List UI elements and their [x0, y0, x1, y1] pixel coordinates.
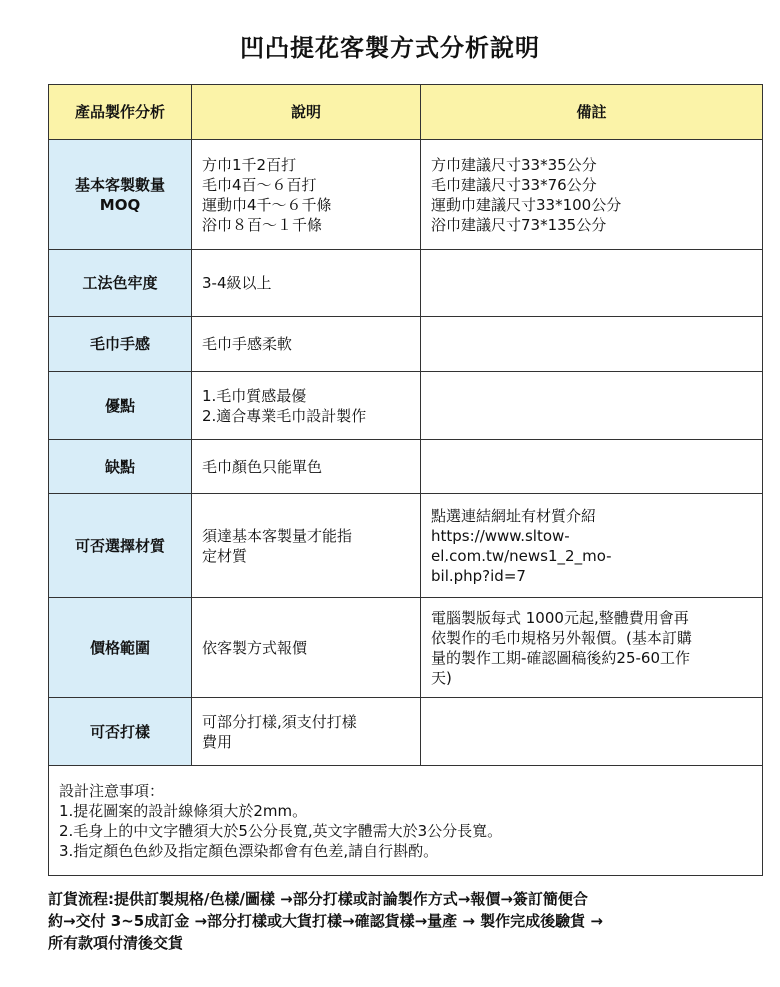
row-feel: [49, 317, 763, 372]
spec-table: [48, 84, 763, 876]
row-moq: [49, 140, 763, 250]
desc-material: 須達基本客製量才能指 定材質: [192, 494, 421, 598]
material-link: https://www.sltow-: [431, 526, 570, 545]
desc-colorfast: 3-4級以上: [192, 250, 421, 317]
label-sample: 可否打樣: [49, 698, 192, 766]
note-sample: [421, 698, 763, 766]
header-description: 說明: [192, 85, 421, 140]
row-cons: [49, 440, 763, 494]
desc-cons: 毛巾顏色只能單色: [192, 440, 421, 494]
header-row: [49, 85, 763, 140]
desc-price: 依客製方式報價: [192, 598, 421, 698]
row-sample: [49, 698, 763, 766]
label-material: 可否選擇材質: [49, 494, 192, 598]
row-pros: [49, 372, 763, 440]
note-material: 點選連結網址有材質介紹 https://www.sltow- el.com.tw/news1_2_mo- bil.php?id=7: [421, 494, 763, 598]
row-design-notes: [49, 766, 763, 876]
label-price: 價格範圍: [49, 598, 192, 698]
label-colorfast: 工法色牢度: [49, 250, 192, 317]
order-flow: 訂貨流程:提供訂製規格/色樣/圖樣 →部分打樣或討論製作方式→報價→簽訂簡便合 約→交付 3~5成訂金 →部分打樣或大貨打樣→確認貨樣→量產 → 製作完成後驗貨 → 所有款項付清後交貨: [48, 890, 603, 952]
row-colorfast: [49, 250, 763, 317]
design-notes: 設計注意事項： 1.提花圖案的設計線條須大於2mm。 2.毛身上的中文字體須大於5公分長寬,英文字體需大於3公分長寬。 3.指定顏色色紗及指定顏色漂染都會有色差,請自行斟酌。: [49, 766, 763, 876]
header-remark: 備註: [421, 85, 763, 140]
label-moq: 基本客製數量 MOQ: [49, 140, 192, 250]
note-feel: [421, 317, 763, 372]
header-analysis: 產品製作分析: [49, 85, 192, 140]
label-pros: 優點: [49, 372, 192, 440]
page-title: 凹凸提花客製方式分析說明: [240, 34, 540, 62]
desc-feel: 毛巾手感柔軟: [192, 317, 421, 372]
row-price: [49, 598, 763, 698]
label-cons: 缺點: [49, 440, 192, 494]
note-moq: 方巾建議尺寸33*35公分 毛巾建議尺寸33*76公分 運動巾建議尺寸33*100公分 浴巾建議尺寸73*135公分: [421, 140, 763, 250]
desc-pros: 1.毛巾質感最優 2.適合專業毛巾設計製作: [192, 372, 421, 440]
note-cons: [421, 440, 763, 494]
desc-moq: 方巾1千2百打 毛巾4百～６百打 運動巾4千～６千條 浴巾８百～１千條: [192, 140, 421, 250]
note-price: 電腦製版每式 1000元起,整體費用會再 依製作的毛巾規格另外報價。(基本訂購 量的製作工期-確認圖稿後約25-60工作 天): [421, 598, 763, 698]
note-pros: [421, 372, 763, 440]
desc-sample: 可部分打樣,須支付打樣 費用: [192, 698, 421, 766]
label-feel: 毛巾手感: [49, 317, 192, 372]
note-colorfast: [421, 250, 763, 317]
row-material: [49, 494, 763, 598]
